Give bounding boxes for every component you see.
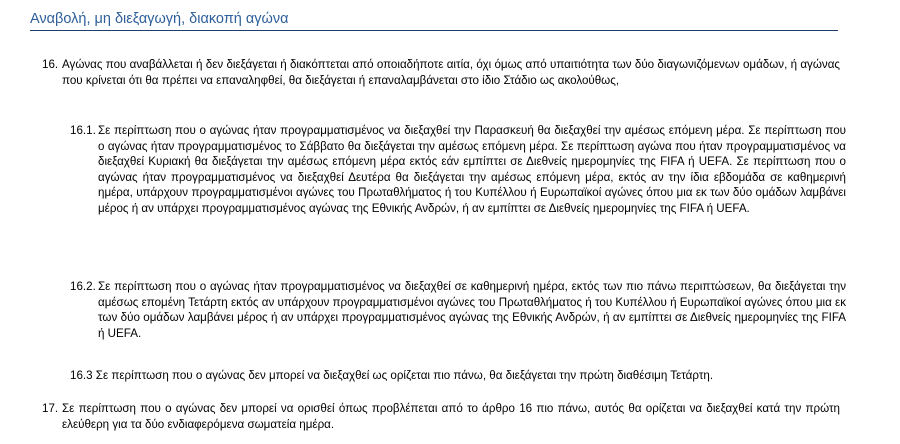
article-16-3: [70, 368, 850, 384]
article-16: [42, 57, 840, 88]
article-number: 16.3: [70, 369, 96, 382]
article-text: Σε περίπτωση που ο αγώνας ήταν προγραμματισμένος να διεξαχθεί σε καθημερινή ημέρα, εκτός των πιο πάνω περιπτώσεων, θα διεξάγεται την αμέσως επομένη Τετάρτη εκτός αν υπάρχουν προγραμματισμένοι αγώνες του Πρωταθλήματος ή του Κυπέλλου ή Ευρωπαϊκοί αγώνες όπου μια εκ των δύο ομάδων λαμβάνει μέρος ή αν υπάρχει προγραμματισμένος αγώνας της Εθνικής Ανδρών, ή αν εμπίπτει σε Διεθνείς ημερομηνίες της FIFA ή UEFA.: [98, 280, 846, 340]
article-text: Σε περίπτωση που ο αγώνας ήταν προγραμματισμένος να διεξαχθεί την Παρασκευή θα διεξαχθεί την αμέσως επόμενη μέρα. Σε περίπτωση που ο αγώνας ήταν προγραμματισμένος το Σάββατο θα διεξάγεται την αμέσως επόμενη μέρα. Σε περίπτωση αγώνα που ήταν προγραμματισμένος να διεξαχθεί Κυριακή θα διεξάγεται την αμέσως επόμενη μέρα εκτός εάν εμπίπτει σε Διεθνείς ημερομηνίες της FIFA ή UEFA. Σε περίπτωση που ο αγώνας ήταν προγραμματισμένος να διεξαχθεί Δευτέρα θα διεξάγεται την αμέσως επόμενη μέρα, εκτός αν την ίδια εβδομάδα σε καθημερινή ημέρα, υπάρχουν προγραμματισμένοι αγώνες του Πρωταθλήματος ή του Κυπέλλου ή Ευρωπαϊκοί αγώνες όπου μια εκ των δύο ομάδων λαμβάνει μέρος ή αν υπάρχει προγραμματισμένος αγώνας της Εθνικής Ανδρών, ή αν εμπίπτει σε Διεθνείς ημερομηνίες της FIFA ή UEFA.: [98, 124, 846, 215]
article-17: [42, 401, 840, 432]
section-heading: Αναβολή, μη διεξαγωγή, διακοπή αγώνα: [30, 11, 838, 31]
article-16-2: [70, 279, 846, 341]
article-text: Αγώνας που αναβάλλεται ή δεν διεξάγεται ή διακόπτεται από οποιαδήποτε αιτία, όχι όμως από υπαιτιότητα των δύο διαγωνιζόμενων ομάδων, ή αγώνας που κρίνεται ότι θα πρέπει να επαναληφθεί, θα διεξάγεται ή επαναλαμβάνεται στο ίδιο Στάδιο ως ακολούθως,: [62, 58, 840, 87]
article-number: 17.: [42, 402, 59, 415]
article-16-1: [70, 123, 846, 217]
article-number: 16.2.: [70, 280, 96, 293]
article-number: 16.: [42, 58, 59, 71]
article-text: Σε περίπτωση που ο αγώνας δεν μπορεί να ορισθεί όπως προβλέπεται από το άρθρο 16 πιο πάνω, αυτός θα ορίζεται να διεξαχθεί κατά την πρώτη ελεύθερη για τα δύο ενδιαφερόμενα σωματεία ημέρα.: [62, 402, 840, 431]
article-number: 16.1.: [70, 124, 96, 137]
article-text: Σε περίπτωση που ο αγώνας δεν μπορεί να διεξαχθεί ως ορίζεται πιο πάνω, θα διεξάγεται την πρώτη διαθέσιμη Τετάρτη.: [95, 369, 714, 382]
